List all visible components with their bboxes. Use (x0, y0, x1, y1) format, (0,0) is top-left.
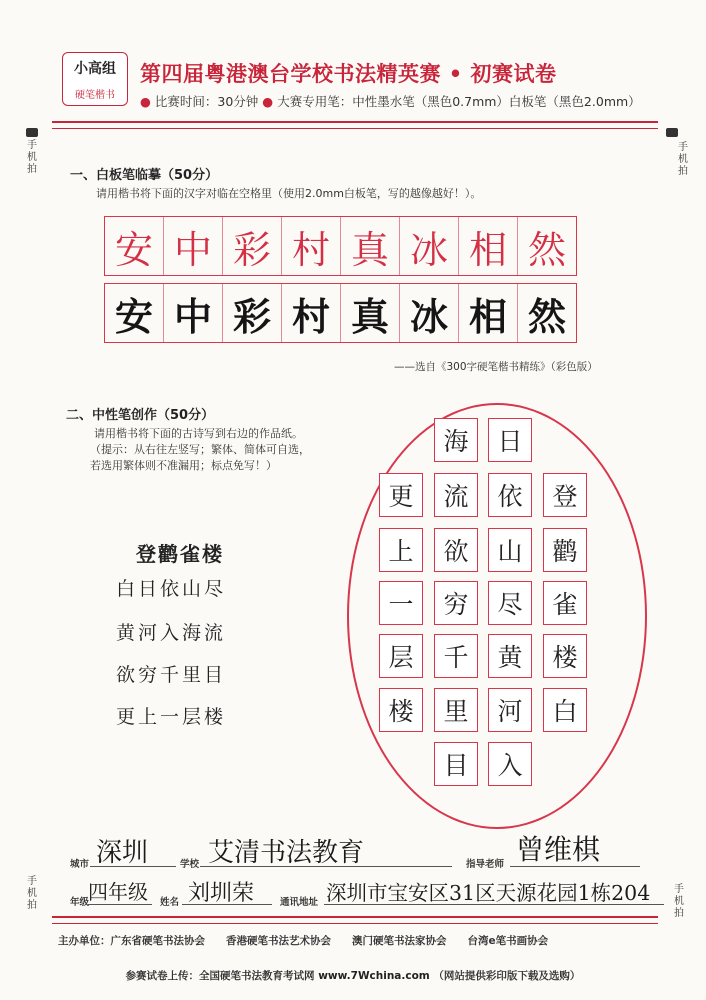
contest-info (140, 92, 641, 110)
bullet-icon: ● (262, 94, 274, 109)
work-char-cell: 鹳 (543, 528, 587, 572)
name-label: 姓名 (160, 897, 180, 908)
model-char-cell: 彩 (223, 217, 282, 275)
section1-desc: 请用楷书将下面的汉字对临在空格里（使用2.0mm白板笔，写的越像越好！）。 (96, 187, 482, 200)
work-char-cell: 千 (434, 634, 478, 678)
side-note-left-top: 手机拍 (27, 140, 37, 175)
group-sub: 硬笔楷书 (75, 90, 115, 101)
camera-icon (26, 128, 38, 137)
written-char-cell: 中 (164, 284, 223, 342)
work-char-cell: 山 (488, 528, 532, 572)
work-char-cell: 海 (434, 418, 478, 462)
poem-line: 欲穷千里目 (116, 664, 227, 686)
written-char-cell: 村 (282, 284, 341, 342)
bullet-icon: ● (140, 94, 151, 109)
poem-title: 登鹳雀楼 (136, 542, 224, 566)
work-char-cell: 穷 (434, 581, 478, 625)
footer-suffix: （网站提供彩印版下载及选购） (433, 970, 581, 982)
address-value: 深圳市宝安区31区天源花园1栋204 (326, 881, 651, 905)
work-char-cell: 日 (488, 418, 532, 462)
work-char-cell: 上 (379, 528, 423, 572)
written-char-cell: 安 (105, 284, 164, 342)
footer (0, 968, 706, 983)
work-char-cell: 楼 (543, 634, 587, 678)
model-char-cell: 真 (341, 217, 400, 275)
name-value: 刘圳荣 (188, 881, 255, 906)
section2-desc-3: 若选用繁体则不准漏用；标点免写！） (90, 459, 277, 472)
work-char-cell: 白 (543, 688, 587, 732)
model-char-cell: 中 (164, 217, 223, 275)
source-note: ——选自《300字硬笔楷书精练》（彩色版） (394, 361, 598, 373)
address-label: 通讯地址 (280, 897, 319, 908)
grade-value: 四年级 (88, 880, 148, 904)
work-char-cell: 一 (379, 581, 423, 625)
model-chars-row (104, 216, 577, 276)
group-badge (62, 52, 128, 106)
side-note-right-top: 手机拍 (678, 142, 688, 177)
page-title: 第四届粤港澳台学校书法精英赛 • 初赛试卷 (140, 62, 557, 86)
written-char-cell: 冰 (400, 284, 459, 342)
work-char-cell: 河 (488, 688, 532, 732)
group-name: 小高组 (74, 61, 116, 77)
section2-desc-1: 请用楷书将下面的古诗写到右边的作品纸。 (94, 427, 303, 440)
school-value: 艾清书法教育 (208, 838, 365, 868)
work-char-cell: 雀 (543, 581, 587, 625)
work-char-cell: 更 (379, 473, 423, 517)
written-char-cell: 彩 (223, 284, 282, 342)
bottom-divider (52, 916, 658, 924)
written-chars-row (104, 283, 577, 343)
teacher-label: 指导老师 (466, 859, 505, 870)
work-char-cell: 尽 (488, 581, 532, 625)
school-label: 学校 (180, 859, 200, 870)
poem-line: 黄河入海流 (116, 622, 227, 644)
model-char-cell: 村 (282, 217, 341, 275)
work-char-cell: 登 (543, 473, 587, 517)
info-pen: 大赛专用笔：中性墨水笔（黑色0.7mm）白板笔（黑色2.0mm） (277, 94, 641, 109)
sponsors: 主办单位：广东省硬笔书法协会 香港硬笔书法艺术协会 澳门硬笔书法家协会 台湾e笔书画协会 (58, 935, 549, 947)
work-char-cell: 入 (488, 742, 532, 786)
footer-prefix: 参赛试卷上传：全国硬笔书法教育考试网 (125, 970, 315, 982)
work-char-cell: 里 (434, 688, 478, 732)
city-value: 深圳 (96, 838, 149, 868)
work-char-cell: 欲 (434, 528, 478, 572)
poem-line: 白日依山尽 (116, 578, 227, 600)
teacher-value: 曾维棋 (516, 833, 601, 866)
info-time: 比赛时间：30分钟 (154, 94, 259, 109)
grade-label: 年级 (70, 897, 90, 908)
model-char-cell: 然 (527, 227, 566, 272)
model-char-cell: 安 (105, 217, 164, 275)
camera-icon (666, 128, 678, 137)
section2-title: 二、中性笔创作（50分） (66, 408, 215, 423)
poem-line: 更上一层楼 (116, 706, 227, 728)
work-char-cell: 黄 (488, 634, 532, 678)
model-char-cell: 相 (459, 217, 518, 275)
written-char-cell: 然 (527, 293, 566, 339)
work-char-cell: 楼 (379, 688, 423, 732)
work-char-cell: 依 (488, 473, 532, 517)
top-divider (52, 121, 658, 129)
work-char-cell: 流 (434, 473, 478, 517)
written-char-cell: 相 (459, 284, 518, 342)
side-note-right-bottom: 手机拍 (674, 884, 684, 919)
city-label: 城市 (70, 859, 90, 870)
side-note-left-bottom: 手机拍 (27, 876, 37, 911)
section1-title: 一、白板笔临摹（50分） (70, 168, 219, 183)
model-char-cell: 冰 (400, 217, 459, 275)
written-char-cell: 真 (341, 284, 400, 342)
section2-desc-2: （提示：从右往左竖写；繁体、简体可自选， (90, 443, 310, 456)
work-char-cell: 目 (434, 742, 478, 786)
work-char-cell: 层 (379, 634, 423, 678)
footer-url[interactable]: www.7Wchina.com (318, 970, 430, 982)
